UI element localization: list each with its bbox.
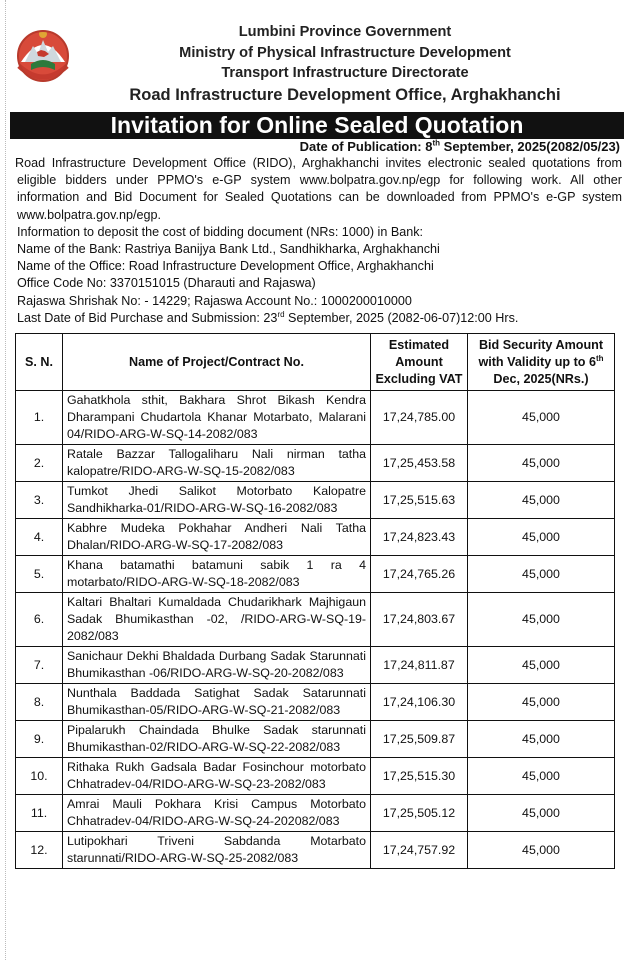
row-estimated-amount: 17,25,505.12 (371, 795, 468, 832)
row-estimated-amount: 17,25,515.63 (371, 482, 468, 519)
row-project-name: Amrai Mauli Pokhara Krisi Campus Motorbato Chhatradev-04/RIDO-ARG-W-SQ-24-202082/083 (63, 795, 371, 832)
info-line-5: Rajaswa Shrishak No: - 14229; Rajaswa Account No.: 1000200010000 (17, 293, 412, 308)
row-sn: 8. (16, 684, 63, 721)
header-project-name: Name of Project/Contract No. (63, 334, 371, 391)
row-bid-security: 45,000 (468, 721, 615, 758)
header-office: Road Infrastructure Development Office, Arghakhanchi (129, 85, 561, 104)
last-date-line: Last Date of Bid Purchase and Submission: 23rd September, 2025 (2082-06-07)12:00 Hrs. (17, 309, 519, 325)
notice-title-banner: Invitation for Online Sealed Quotation (10, 112, 624, 139)
table-row (16, 647, 615, 684)
row-bid-security: 45,000 (468, 684, 615, 721)
page-edge-divider (5, 0, 7, 960)
row-bid-security: 45,000 (468, 758, 615, 795)
row-estimated-amount: 17,25,509.87 (371, 721, 468, 758)
row-project-name: Kaltari Bhaltari Kumaldada Chudarikhark Majhigaun Sadak Bhumikasthan -02, /RIDO-ARG-W-SQ-19-2082/083 (63, 593, 371, 647)
header-government: Lumbini Province Government (238, 24, 452, 40)
table-row (16, 593, 615, 647)
contracts-table (15, 333, 615, 869)
intro-paragraph: Road Infrastructure Development Office (RIDO), Arghakhanchi invites electronic sealed quotations from eligible bidders under PPMO's e-GP system www.bolpatra.gov.np/egp for following work. All other information and Bid Document for Sealed Quotations can be downloaded from PPMO's e-GP system www.bolpatra.gov.np/egp. (15, 156, 622, 222)
row-bid-security: 45,000 (468, 445, 615, 482)
header-ministry: Ministry of Physical Infrastructure Development (179, 44, 511, 61)
table-row (16, 795, 615, 832)
table-header-row (16, 334, 615, 391)
row-estimated-amount: 17,24,765.26 (371, 556, 468, 593)
table-row (16, 721, 615, 758)
row-sn: 2. (16, 445, 63, 482)
row-estimated-amount: 17,24,757.92 (371, 832, 468, 869)
row-sn: 9. (16, 721, 63, 758)
row-bid-security: 45,000 (468, 593, 615, 647)
row-project-name: Khana batamathi batamuni sabik 1 ra 4 motarbato/RIDO-ARG-W-SQ-18-2082/083 (63, 556, 371, 593)
row-bid-security: 45,000 (468, 391, 615, 445)
table-row (16, 758, 615, 795)
row-sn: 12. (16, 832, 63, 869)
header (80, 22, 610, 106)
row-estimated-amount: 17,24,811.87 (371, 647, 468, 684)
row-estimated-amount: 17,24,803.67 (371, 593, 468, 647)
info-line-2: Name of the Bank: Rastriya Banijya Bank Ltd., Sandhikharka, Arghakhanchi (17, 242, 440, 257)
row-bid-security: 45,000 (468, 795, 615, 832)
table-row (16, 391, 615, 445)
table-row (16, 832, 615, 869)
row-estimated-amount: 17,24,106.30 (371, 684, 468, 721)
row-project-name: Kabhre Mudeka Pokhahar Andheri Nali Tatha Dhalan/RIDO-ARG-W-SQ-17-2082/083 (63, 519, 371, 556)
row-estimated-amount: 17,25,515.30 (371, 758, 468, 795)
row-project-name: Tumkot Jhedi Salikot Motorbato Kalopatre Sandhikharka-01/RIDO-ARG-W-SQ-16-2082/083 (63, 482, 371, 519)
row-project-name: Rithaka Rukh Gadsala Badar Fosinchour motorbato Chhatradev-04/RIDO-ARG-W-SQ-23-2082/083 (63, 758, 371, 795)
row-sn: 4. (16, 519, 63, 556)
row-project-name: Sanichaur Dekhi Bhaldada Durbang Sadak Starunnati Bhumikasthan -06/RIDO-ARG-W-SQ-20-2082/083 (63, 647, 371, 684)
notice-body (17, 155, 622, 327)
row-estimated-amount: 17,24,823.43 (371, 519, 468, 556)
info-line-1: Information to deposit the cost of bidding document (NRs: 1000) in Bank: (17, 224, 424, 239)
row-estimated-amount: 17,25,453.58 (371, 445, 468, 482)
row-estimated-amount: 17,24,785.00 (371, 391, 468, 445)
row-sn: 11. (16, 795, 63, 832)
row-sn: 5. (16, 556, 63, 593)
header-directorate: Transport Infrastructure Directorate (221, 65, 469, 81)
row-project-name: Ratale Bazzar Tallogaliharu Nali nirman tatha kalopatre/RIDO-ARG-W-SQ-15-2082/083 (63, 445, 371, 482)
row-bid-security: 45,000 (468, 556, 615, 593)
table-row (16, 519, 615, 556)
row-sn: 6. (16, 593, 63, 647)
row-project-name: Nunthala Baddada Satighat Sadak Satarunnati Bhumikasthan-05/RIDO-ARG-W-SQ-21-2082/083 (63, 684, 371, 721)
publication-date: Date of Publication: 8th September, 2025(2082/05/23) (299, 138, 620, 154)
row-project-name: Lutipokhari Triveni Sabdanda Motarbato starunnati/RIDO-ARG-W-SQ-25-2082/083 (63, 832, 371, 869)
row-bid-security: 45,000 (468, 482, 615, 519)
row-bid-security: 45,000 (468, 519, 615, 556)
table-body (16, 391, 615, 869)
row-sn: 10. (16, 758, 63, 795)
row-project-name: Gahatkhola sthit, Bakhara Shrot Bikash Kendra Dharampani Chudartola Khanar Motarbato, Malarani 04/RIDO-ARG-W-SQ-14-2082/083 (63, 391, 371, 445)
info-line-4: Office Code No: 3370151015 (Dharauti and Rajaswa) (17, 276, 316, 291)
info-line-3: Name of the Office: Road Infrastructure Development Office, Arghakhanchi (17, 259, 434, 274)
row-sn: 7. (16, 647, 63, 684)
header-sn: S. N. (16, 334, 63, 391)
table-row (16, 684, 615, 721)
header-bid-security: Bid Security Amount with Validity up to 6th Dec, 2025(NRs.) (468, 334, 615, 391)
row-bid-security: 45,000 (468, 832, 615, 869)
table-row (16, 556, 615, 593)
row-sn: 1. (16, 391, 63, 445)
table-row (16, 445, 615, 482)
table-row (16, 482, 615, 519)
row-bid-security: 45,000 (468, 647, 615, 684)
header-estimated-amount: Estimated Amount Excluding VAT (371, 334, 468, 391)
row-project-name: Pipalarukh Chaindada Bhulke Sadak starunnati Bhumikasthan-02/RIDO-ARG-W-SQ-22-2082/083 (63, 721, 371, 758)
nepal-emblem-icon (11, 22, 75, 86)
row-sn: 3. (16, 482, 63, 519)
